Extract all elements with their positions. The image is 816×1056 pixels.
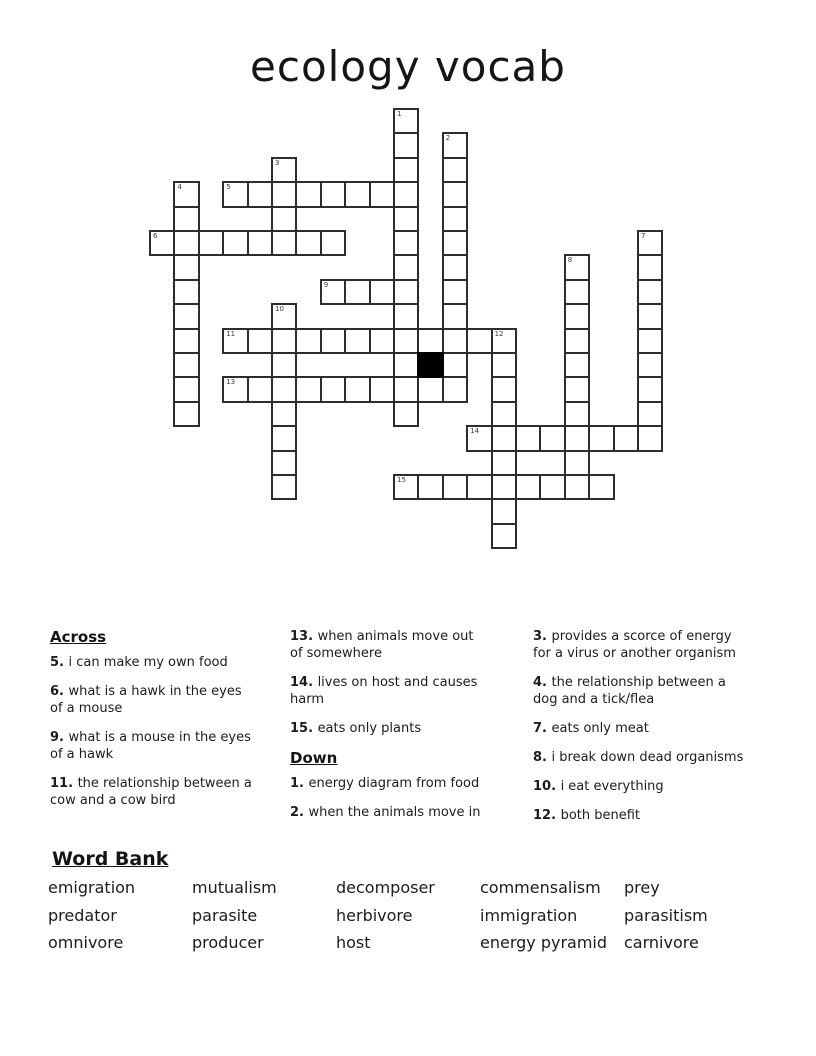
clue-item (290, 628, 488, 662)
clue-text: what is a hawk in the eyes of a mouse (50, 684, 242, 716)
grid-cell[interactable] (173, 376, 199, 402)
grid-cell[interactable] (442, 376, 468, 402)
grid-cell[interactable] (393, 303, 419, 329)
grid-cell[interactable] (491, 376, 517, 402)
word-bank-word: immigration (480, 905, 578, 925)
grid-cell[interactable] (637, 279, 663, 305)
grid-cell[interactable] (466, 328, 492, 354)
grid-cell[interactable] (393, 181, 419, 207)
grid-cell[interactable] (393, 401, 419, 427)
grid-cell[interactable] (344, 376, 370, 402)
clue-number: 7. (533, 721, 552, 736)
clue-number: 3. (533, 629, 552, 644)
grid-cell[interactable] (564, 425, 590, 451)
word-bank-word: predator (48, 905, 117, 925)
clue-number-label: 4 (177, 183, 182, 192)
grid-cell[interactable] (295, 230, 321, 256)
grid-cell[interactable] (271, 401, 297, 427)
clue-item (533, 749, 751, 766)
grid-cell[interactable] (247, 328, 273, 354)
word-bank-word: energy pyramid (480, 933, 608, 952)
page-title: ecology vocab (250, 42, 566, 91)
grid-cell[interactable] (564, 328, 590, 354)
grid-cell[interactable] (442, 230, 468, 256)
grid-cell[interactable] (539, 425, 565, 451)
grid-cell[interactable] (344, 181, 370, 207)
grid-cell[interactable] (515, 474, 541, 500)
clue-number: 10. (533, 779, 561, 794)
clue-text: provides a scorce of energy for a virus or another organism (533, 629, 736, 661)
clue-number-label: 6 (153, 232, 158, 240)
grid-cell[interactable] (393, 254, 419, 280)
grid-cell[interactable] (173, 230, 199, 256)
clue-text: when animals move out of somewhere (290, 629, 474, 661)
clue-number: 11. (50, 776, 78, 791)
clue-text: lives on host and causes harm (290, 675, 478, 707)
grid-cell[interactable] (613, 425, 639, 451)
clue-number-label: 1 (397, 110, 402, 118)
grid-cell[interactable] (247, 376, 273, 402)
clues-column-2 (290, 628, 488, 833)
grid-cell[interactable] (295, 328, 321, 354)
grid-cell[interactable] (271, 376, 297, 402)
clue-item (290, 804, 488, 821)
grid-cell[interactable] (222, 328, 248, 354)
grid-cell[interactable] (271, 352, 297, 378)
grid-cell[interactable] (442, 279, 468, 305)
clue-item (533, 720, 751, 737)
grid-cell[interactable] (369, 376, 395, 402)
grid-cell[interactable] (442, 157, 468, 183)
clue-number: 5. (50, 655, 69, 670)
clue-number-label: 8 (567, 256, 573, 265)
clue-number: 12. (533, 808, 561, 823)
grid-cell[interactable] (198, 230, 224, 256)
grid-cell[interactable] (637, 352, 663, 378)
clue-text: the relationship between a dog and a tick/flea (533, 675, 726, 707)
grid-cell[interactable] (442, 303, 468, 329)
word-bank-heading: Word Bank (52, 848, 169, 870)
grid-cell[interactable] (564, 474, 590, 500)
grid-cell[interactable] (564, 279, 590, 305)
clue-number: 13. (290, 629, 318, 644)
word-bank (48, 874, 768, 957)
grid-cell[interactable] (491, 425, 517, 451)
grid-cell[interactable] (637, 376, 663, 402)
clue-text: both benefit (560, 808, 641, 823)
grid-cell[interactable] (637, 425, 663, 451)
clue-item (290, 674, 488, 708)
grid-cell[interactable] (637, 230, 663, 256)
clue-item (533, 807, 751, 824)
grid-cell[interactable] (417, 474, 443, 500)
grid-cell[interactable] (417, 328, 443, 354)
grid-cell[interactable] (564, 376, 590, 402)
grid-cell[interactable] (393, 132, 419, 158)
clue-number-label: 10 (275, 305, 284, 314)
grid-cell[interactable] (393, 108, 419, 134)
grid-cell[interactable] (271, 230, 297, 256)
clue-number: 15. (290, 721, 318, 736)
grid-cell[interactable] (393, 474, 419, 500)
grid-cell[interactable] (466, 425, 492, 451)
grid-cell[interactable] (442, 328, 468, 354)
grid-cell[interactable] (393, 157, 419, 183)
grid-cell[interactable] (344, 279, 370, 305)
clue-text: eats only meat (551, 721, 649, 736)
clue-text: eats only plants (317, 721, 422, 736)
grid-cell[interactable] (491, 450, 517, 476)
grid-cell[interactable] (393, 352, 419, 378)
grid-cell[interactable] (442, 474, 468, 500)
grid-cell[interactable] (271, 425, 297, 451)
crossword-grid (150, 109, 670, 554)
clue-item (533, 778, 751, 795)
grid-cell[interactable] (442, 132, 468, 158)
clue-number: 9. (50, 730, 69, 745)
clues-across-heading: Across (50, 628, 107, 646)
grid-cell[interactable] (417, 376, 443, 402)
clue-number-label: 2 (445, 134, 451, 143)
clue-number-label: 9 (323, 280, 329, 289)
grid-cell[interactable] (442, 206, 468, 232)
grid-cell[interactable] (222, 181, 248, 207)
grid-cell[interactable] (320, 376, 346, 402)
grid-cell[interactable] (564, 254, 590, 280)
grid-cell[interactable] (247, 181, 273, 207)
clue-text: energy diagram from food (308, 776, 480, 791)
clues-column-3 (533, 628, 751, 836)
word-bank-word: parasitism (624, 905, 708, 925)
grid-cell[interactable] (173, 206, 199, 232)
grid-cell[interactable] (637, 328, 663, 354)
grid-cell[interactable] (369, 181, 395, 207)
grid-cell[interactable] (393, 376, 419, 402)
grid-cell[interactable] (295, 376, 321, 402)
grid-cell[interactable] (320, 230, 346, 256)
grid-cell[interactable] (271, 303, 297, 329)
word-bank-word: commensalism (480, 878, 601, 897)
word-bank-word: herbivore (336, 905, 413, 925)
grid-cell[interactable] (637, 303, 663, 329)
grid-cell[interactable] (466, 474, 492, 500)
grid-cell[interactable] (491, 401, 517, 427)
word-bank-word: mutualism (192, 878, 277, 897)
grid-cell[interactable] (320, 279, 346, 305)
clues-down-heading: Down (290, 749, 338, 767)
grid-cell[interactable] (271, 181, 297, 207)
grid-cell[interactable] (173, 254, 199, 280)
clues-column-1 (50, 628, 255, 821)
clue-text: i can make my own food (68, 655, 228, 670)
grid-cell[interactable] (222, 230, 248, 256)
clue-item (533, 674, 751, 708)
clue-item (50, 683, 255, 717)
grid-cell[interactable] (637, 254, 663, 280)
grid-cell[interactable] (491, 352, 517, 378)
grid-cell[interactable] (442, 254, 468, 280)
grid-cell[interactable] (247, 230, 273, 256)
clue-number-label: 5 (226, 183, 231, 192)
grid-cell[interactable] (491, 328, 517, 354)
word-bank-word: parasite (192, 905, 258, 925)
grid-cell[interactable] (491, 498, 517, 524)
grid-cell[interactable] (173, 401, 199, 427)
grid-cell[interactable] (588, 425, 614, 451)
grid-cell[interactable] (491, 474, 517, 500)
grid-cell[interactable] (539, 474, 565, 500)
clue-item (533, 628, 751, 662)
word-bank-word: omnivore (48, 933, 124, 952)
clue-text: what is a mouse in the eyes of a hawk (50, 730, 251, 762)
clue-number-label: 11 (226, 329, 236, 338)
grid-cell[interactable] (442, 352, 468, 378)
clue-number: 1. (290, 776, 309, 791)
clue-number-label: 7 (641, 232, 646, 240)
grid-cell[interactable] (564, 303, 590, 329)
clue-item (290, 720, 488, 737)
clue-text: i break down dead organisms (551, 750, 744, 765)
grid-cell[interactable] (271, 474, 297, 500)
clue-text: the relationship between a cow and a cow bird (50, 776, 252, 808)
grid-cell[interactable] (271, 157, 297, 183)
grid-cell[interactable] (271, 206, 297, 232)
clue-number-label: 14 (470, 427, 480, 436)
grid-cell[interactable] (442, 181, 468, 207)
clue-item (50, 729, 255, 763)
grid-cell[interactable] (637, 401, 663, 427)
word-bank-word: producer (192, 933, 264, 952)
word-bank-word: decomposer (336, 878, 435, 897)
clue-number-label: 15 (397, 476, 406, 484)
grid-cell[interactable] (173, 279, 199, 305)
grid-cell[interactable] (295, 181, 321, 207)
grid-cell[interactable] (271, 328, 297, 354)
grid-cell[interactable] (173, 352, 199, 378)
clue-item (290, 775, 488, 792)
word-bank-word: carnivore (624, 933, 699, 952)
grid-cell[interactable] (515, 425, 541, 451)
grid-cell[interactable] (588, 474, 614, 500)
grid-cell[interactable] (369, 328, 395, 354)
clue-number: 4. (533, 675, 552, 690)
grid-cell[interactable] (564, 450, 590, 476)
grid-cell[interactable] (564, 401, 590, 427)
clue-number: 8. (533, 750, 552, 765)
grid-cell[interactable] (320, 328, 346, 354)
grid-cell[interactable] (369, 279, 395, 305)
clue-item (50, 775, 255, 809)
clue-number: 6. (50, 684, 69, 699)
word-bank-word: emigration (48, 878, 136, 897)
grid-cell[interactable] (271, 450, 297, 476)
grid-cell[interactable] (393, 230, 419, 256)
grid-cell[interactable] (149, 230, 175, 256)
grid-cell[interactable] (173, 328, 199, 354)
clue-number: 14. (290, 675, 318, 690)
clue-text: when the animals move in (308, 805, 481, 820)
clue-number-label: 12 (494, 329, 504, 338)
clue-item (50, 654, 255, 671)
word-bank-word: prey (624, 878, 660, 897)
clue-number: 2. (290, 805, 309, 820)
clue-number-label: 3 (275, 158, 280, 167)
grid-cell[interactable] (320, 181, 346, 207)
grid-cell[interactable] (491, 523, 517, 549)
grid-cell[interactable] (344, 328, 370, 354)
clue-text: i eat everything (560, 779, 664, 794)
clue-number-label: 13 (226, 378, 236, 387)
grid-cell[interactable] (393, 328, 419, 354)
grid-cell[interactable] (222, 376, 248, 402)
grid-cell[interactable] (393, 206, 419, 232)
word-bank-word: host (336, 933, 371, 952)
grid-cell[interactable] (564, 352, 590, 378)
grid-cell[interactable] (173, 181, 199, 207)
grid-cell[interactable] (173, 303, 199, 329)
grid-cell[interactable] (393, 279, 419, 305)
grid-cell-black (417, 352, 443, 378)
